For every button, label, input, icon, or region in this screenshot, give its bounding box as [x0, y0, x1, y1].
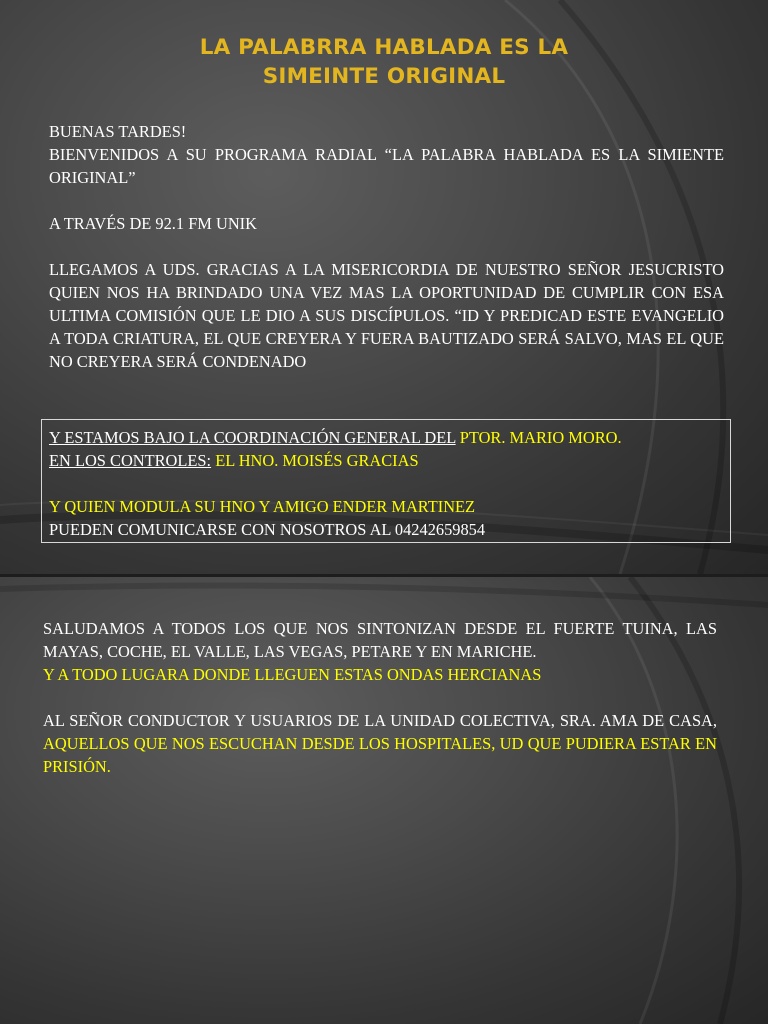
- listeners-intro: AL SEÑOR CONDUCTOR Y USUARIOS DE LA UNIDAD COLECTIVA, SRA. AMA DE CASA,: [43, 711, 717, 730]
- coordinator-name: PTOR. MARIO MORO.: [459, 428, 622, 447]
- slide-title: [84, 33, 684, 91]
- greetings-text: SALUDAMOS A TODOS LOS QUE NOS SINTONIZAN DESDE EL FUERTE TUINA, LAS MAYAS, COCHE, EL VALLE, LAS VEGAS, PETARE Y EN MARICHE.: [43, 619, 717, 661]
- welcome-text: BIENVENIDOS A SU PROGRAMA RADIAL “LA PALABRA HABLADA ES LA SIMIENTE ORIGINAL”: [49, 145, 724, 187]
- spacer: [49, 235, 724, 258]
- credits-box: [41, 419, 731, 543]
- spacer: [49, 189, 724, 212]
- mission-text: LLEGAMOS A UDS. GRACIAS A LA MISERICORDIA DE NUESTRO SEÑOR JESUCRISTO QUIEN NOS HA BRINDADO UNA VEZ MAS LA OPORTUNIDAD DE CUMPLIR CON ESA ULTIMA COMISIÓN QUE LE DIO A SUS DISCÍPULOS. “ID Y PREDICAD ESTE EVANGELIO A TODA CRIATURA, EL QUE CREYERA Y FUERA BAUTIZADO SERÁ SALVO, MAS EL QUE NO CREYERA SERÁ CONDENADO: [49, 260, 724, 371]
- title-line-2: SIMEINTE ORIGINAL: [262, 64, 506, 89]
- intro-text-block: [49, 120, 724, 373]
- controls-line: [49, 449, 725, 472]
- listeners-text: [43, 709, 717, 778]
- host-line: Y QUIEN MODULA SU HNO Y AMIGO ENDER MARTINEZ: [49, 497, 476, 516]
- everywhere-text: Y A TODO LUGARA DONDE LLEGUEN ESTAS ONDAS HERCIANAS: [43, 665, 542, 684]
- coordination-label: Y ESTAMOS BAJO LA COORDINACIÓN GENERAL DEL: [49, 428, 456, 447]
- listeners-highlight: AQUELLOS QUE NOS ESCUCHAN DESDE LOS HOSPITALES, UD QUE PUDIERA ESTAR EN PRISIÓN.: [43, 734, 717, 776]
- title-line-1: LA PALABRRA HABLADA ES LA: [199, 35, 569, 60]
- credits-text: [49, 426, 725, 541]
- spacer: [43, 686, 717, 709]
- slide-2: [0, 577, 768, 1024]
- spacer: [49, 472, 725, 495]
- greetings-text-block: [43, 617, 717, 778]
- greeting-text: BUENAS TARDES!: [49, 122, 187, 141]
- controls-label: EN LOS CONTROLES:: [49, 451, 212, 470]
- coordination-line: [49, 426, 725, 449]
- contact-line: PUEDEN COMUNICARSE CON NOSOTROS AL 04242659854: [49, 520, 486, 539]
- controls-name: EL HNO. MOISÉS GRACIAS: [215, 451, 419, 470]
- station-text: A TRAVÉS DE 92.1 FM UNIK: [49, 214, 257, 233]
